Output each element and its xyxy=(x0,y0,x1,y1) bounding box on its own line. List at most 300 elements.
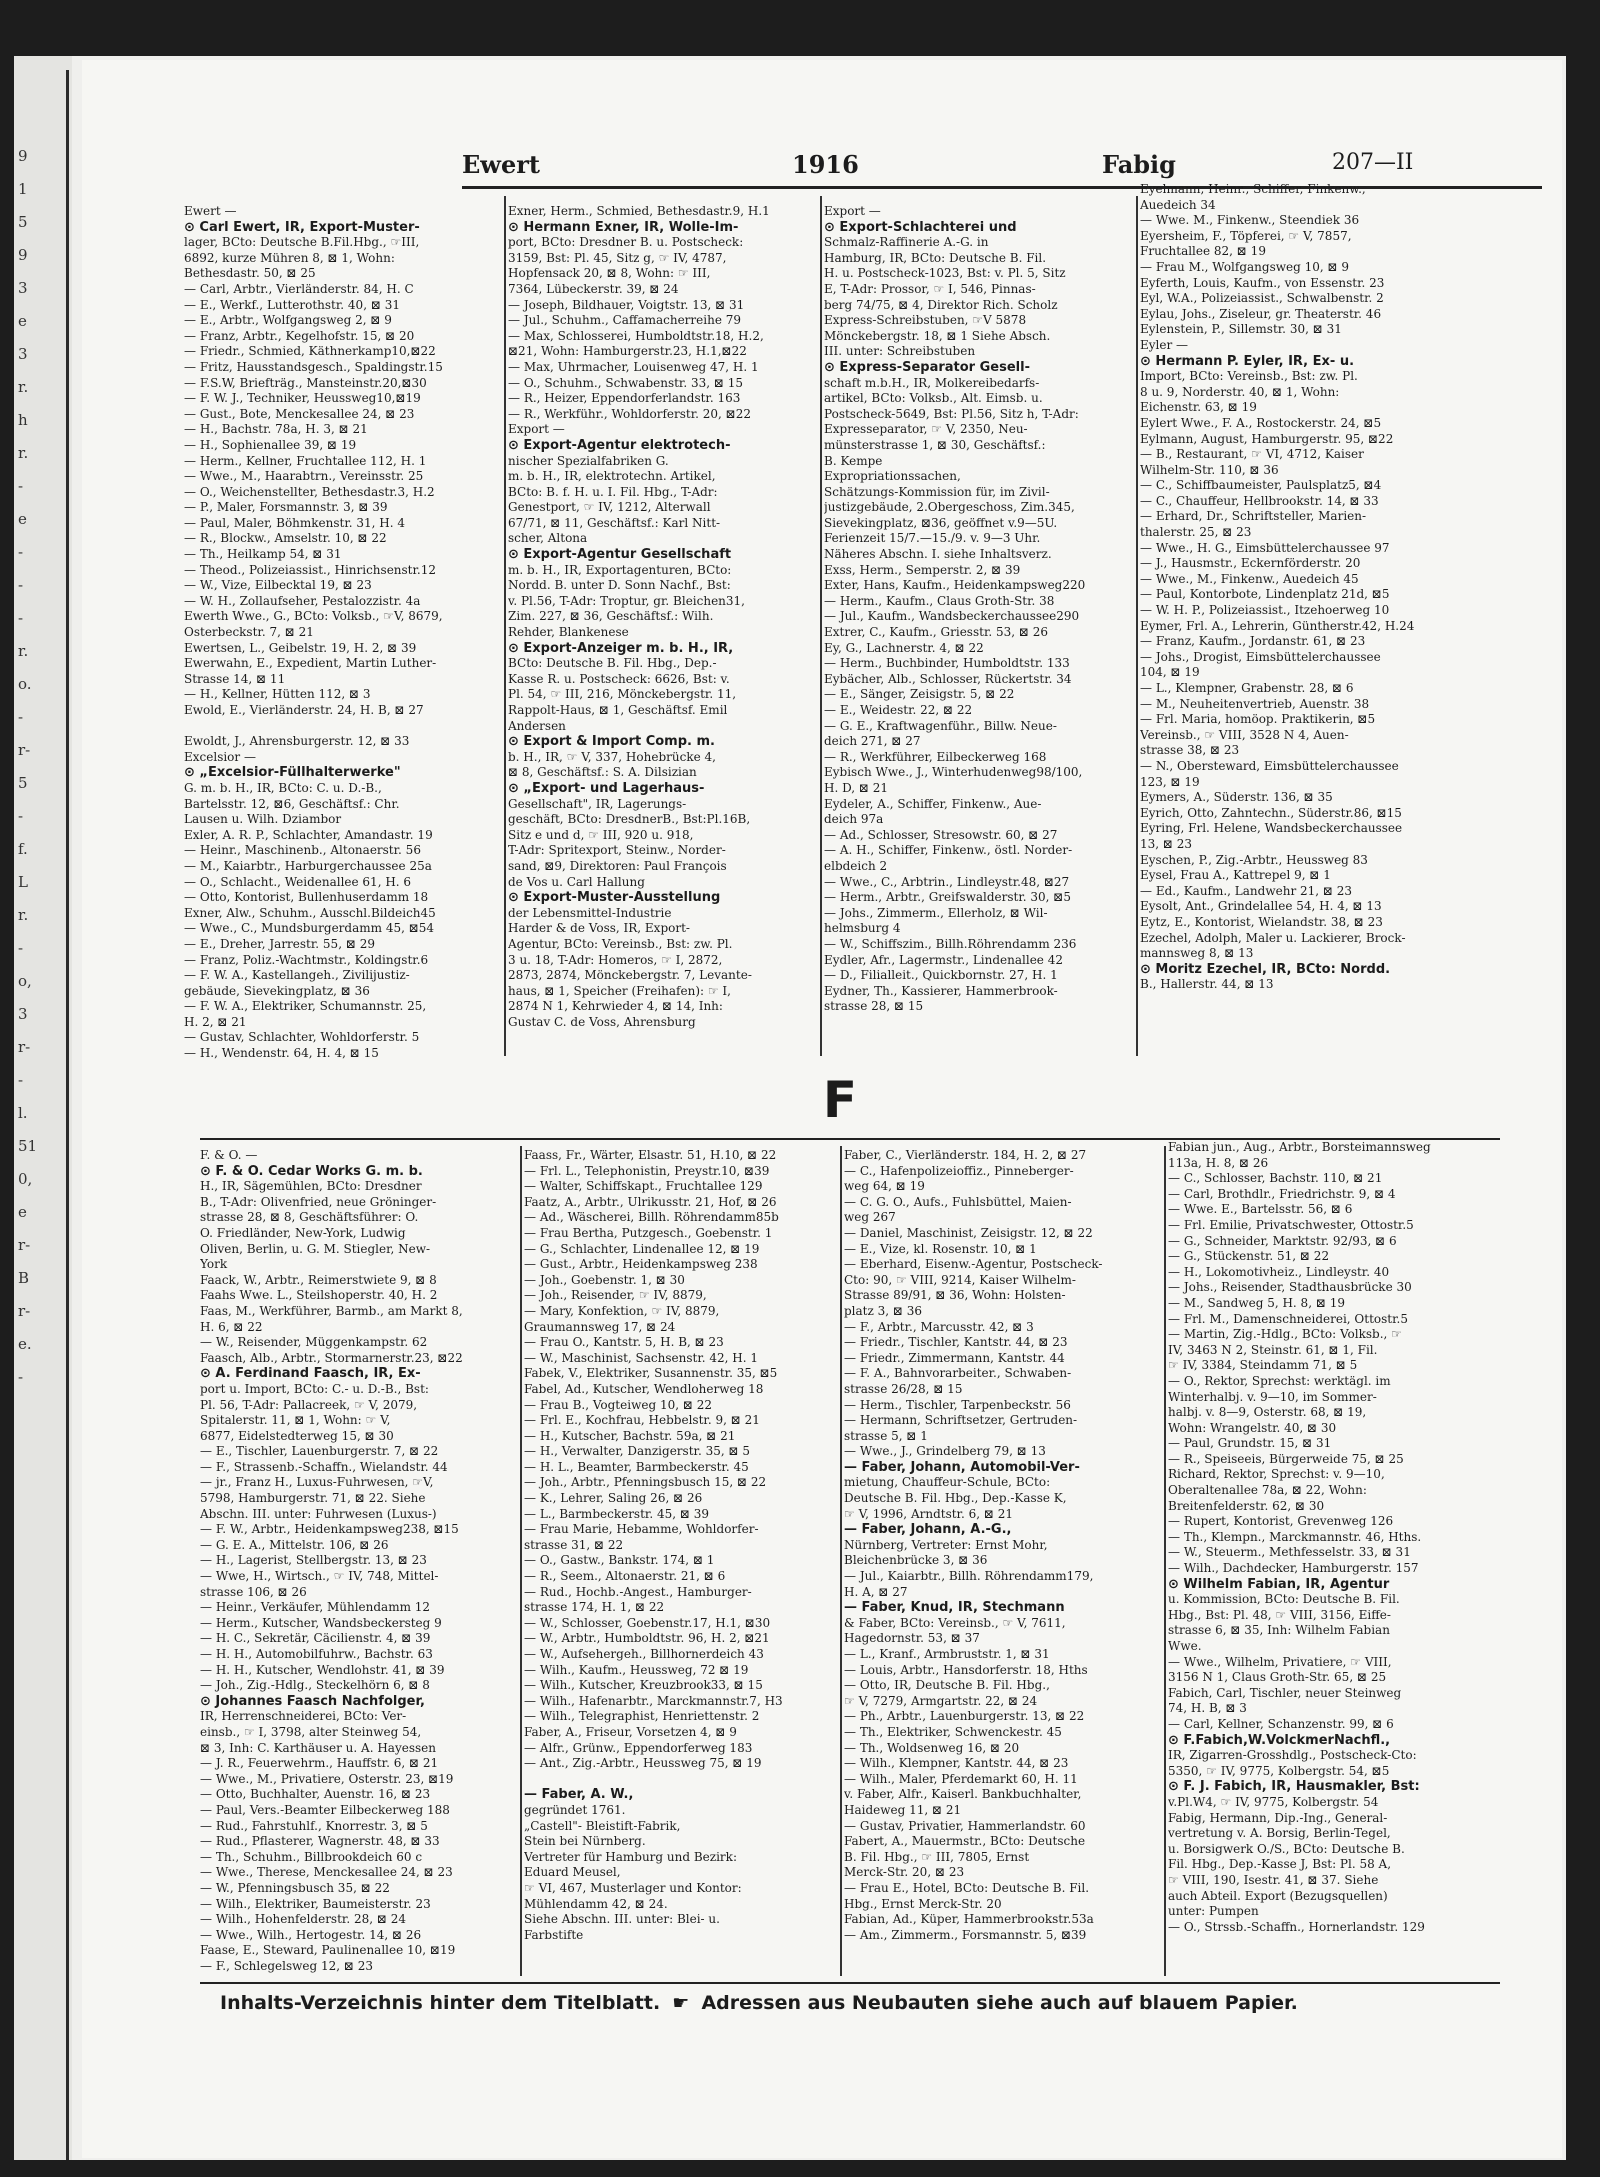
adjacent-page-fragment: 3 xyxy=(18,1005,28,1023)
page-gutter-line xyxy=(66,70,69,2160)
directory-line: Ewertsen, L., Geibelstr. 19, H. 2, ⊠ 39 xyxy=(184,640,417,655)
directory-line: — Gustav, Privatier, Hammerlandstr. 60 xyxy=(844,1818,1086,1833)
directory-line: Eyrich, Otto, Zahntechn., Süderstr.86, ⊠15 xyxy=(1140,805,1402,820)
directory-line: — Rud., Fahrstuhlf., Knorrestr. 3, ⊠ 5 xyxy=(200,1818,428,1833)
directory-line: — Johs., Drogist, Eimsbüttelerchaussee xyxy=(1140,649,1381,664)
top-column-2 xyxy=(508,204,818,1064)
directory-line: ⊙ Express-Separator Gesell- xyxy=(824,359,1030,375)
directory-line: — Joh., Zig.-Hdlg., Steckelhörn 6, ⊠ 8 xyxy=(200,1678,430,1693)
directory-line: Cto: 90, ☞ VIII, 9214, Kaiser Wilhelm- xyxy=(844,1272,1076,1287)
directory-line: — Martin, Zig.-Hdlg., BCto: Volksb., ☞ xyxy=(1168,1327,1402,1342)
directory-line: Eylmann, August, Hamburgerstr. 95, ⊠22 xyxy=(1140,431,1394,446)
directory-line: — Ph., Arbtr., Lauenburgerstr. 13, ⊠ 22 xyxy=(844,1709,1085,1724)
directory-line: Strasse 14, ⊠ 11 xyxy=(184,671,286,686)
scanner-frame-top xyxy=(0,0,1600,56)
adjacent-page-fragment: - xyxy=(18,1368,24,1386)
directory-line: ⊠ 3, Inh: C. Karthäuser u. A. Hayessen xyxy=(200,1740,436,1755)
bottom-column-4 xyxy=(1168,1140,1486,1980)
directory-line: — Daniel, Maschinist, Zeisigstr. 12, ⊠ 22 xyxy=(844,1225,1093,1240)
directory-line: — H., Kutscher, Bachstr. 59a, ⊠ 21 xyxy=(524,1428,736,1443)
directory-line: — L., Barmbeckerstr. 45, ⊠ 39 xyxy=(524,1506,709,1521)
directory-line: Exter, Hans, Kaufm., Heidenkampsweg220 xyxy=(824,578,1086,593)
directory-line: — Walter, Schiffskapt., Fruchtallee 129 xyxy=(524,1179,763,1194)
directory-line: — M., Neuheitenvertrieb, Auenstr. 38 xyxy=(1140,696,1370,711)
adjacent-page-fragment: 9 xyxy=(18,246,28,264)
directory-line: Andersen xyxy=(508,718,566,733)
directory-line: 6892, kurze Mühren 8, ⊠ 1, Wohn: xyxy=(184,250,395,265)
directory-line: weg 267 xyxy=(844,1210,896,1225)
directory-line: — Wwe, H., Wirtsch., ☞ IV, 748, Mittel- xyxy=(200,1569,439,1584)
directory-line: Rehder, Blankenese xyxy=(508,625,629,640)
directory-line: sand, ⊠9, Direktoren: Paul François xyxy=(508,858,727,873)
scanner-frame-right xyxy=(1566,0,1600,2177)
directory-line: Näheres Abschn. I. siehe Inhaltsverz. xyxy=(824,547,1052,562)
directory-line: — H., Lokomotivheiz., Lindleystr. 40 xyxy=(1168,1264,1390,1279)
directory-line: de Vos u. Carl Hallung xyxy=(508,874,645,889)
directory-line: Eylert Wwe., F. A., Rostockerstr. 24, ⊠5 xyxy=(1140,415,1382,430)
directory-line xyxy=(524,1772,838,1788)
directory-line: — Theod., Polizeiassist., Hinrichsenstr.12 xyxy=(184,562,437,577)
directory-line: — Mary, Konfektion, ☞ IV, 8879, xyxy=(524,1303,720,1318)
directory-line: — F., Arbtr., Marcusstr. 42, ⊠ 3 xyxy=(844,1319,1034,1334)
directory-line: — Frau Marie, Hebamme, Wohldorfer- xyxy=(524,1522,759,1537)
directory-line: ⊙ F. & O. Cedar Works G. m. b. xyxy=(200,1163,423,1179)
directory-line: — E., Sänger, Zeisigstr. 5, ⊠ 22 xyxy=(824,687,1015,702)
directory-line: Ewold, E., Vierländerstr. 24, H. B, ⊠ 27 xyxy=(184,703,424,717)
directory-line: — F., Schlegelsweg 12, ⊠ 23 xyxy=(200,1958,374,1973)
directory-line: v. Pl.56, T-Adr: Troptur, gr. Bleichen31, xyxy=(508,593,745,608)
directory-line: Eytz, E., Kontorist, Wielandstr. 38, ⊠ 23 xyxy=(1140,914,1383,929)
directory-line: artikel, BCto: Volksb., Alt. Eimsb. u. xyxy=(824,391,1043,406)
directory-line: — H. H., Automobilfuhrw., Bachstr. 63 xyxy=(200,1647,433,1661)
directory-line: — Joh., Reisender, ☞ IV, 8879, xyxy=(524,1288,707,1303)
directory-line: — Louis, Arbtr., Hansdorferstr. 18, Hths xyxy=(844,1662,1088,1677)
directory-line: — C., Schlosser, Bachstr. 110, ⊠ 21 xyxy=(1168,1171,1383,1186)
directory-line: Siehe Abschn. III. unter: Blei- u. xyxy=(524,1912,720,1927)
directory-line: Export — xyxy=(508,422,565,437)
directory-line: — Th., Schuhm., Billbrookdeich 60 c xyxy=(200,1849,423,1864)
directory-line: Faase, E., Steward, Paulinenallee 10, ⊠19 xyxy=(200,1943,456,1958)
directory-line: — O., Strssb.-Schaffn., Hornerlandstr. 129 xyxy=(1168,1919,1425,1934)
scanner-frame-left xyxy=(0,0,14,2177)
directory-line: — Alfr., Grünw., Eppendorferweg 183 xyxy=(524,1740,753,1755)
directory-line: Wohn: Wrangelstr. 40, ⊠ 30 xyxy=(1168,1420,1337,1435)
directory-line: — Herm., Kellner, Fruchtallee 112, H. 1 xyxy=(184,453,427,468)
directory-line: — Gust., Arbtr., Heidenkampsweg 238 xyxy=(524,1257,758,1272)
directory-line: — Wilh., Maler, Pferdemarkt 60, H. 11 xyxy=(844,1771,1078,1786)
directory-line: — Frl. L., Telephonistin, Preystr.10, ⊠39 xyxy=(524,1163,770,1178)
directory-line: H. A, ⊠ 27 xyxy=(844,1584,908,1599)
directory-line: Ewoldt, J., Ahrensburgerstr. 12, ⊠ 33 xyxy=(184,734,410,749)
adjacent-page-fragment: f. xyxy=(18,840,28,858)
directory-line: m. b. H., IR, Exportagenturen, BCto: xyxy=(508,562,732,577)
page-header xyxy=(462,150,1542,180)
adjacent-page-fragment: r- xyxy=(18,1236,31,1254)
directory-line: — O., Gastw., Bankstr. 174, ⊠ 1 xyxy=(524,1553,715,1568)
directory-line: — Wwe., M., Finkenw., Auedeich 45 xyxy=(1140,571,1359,586)
directory-line: III. unter: Schreibstuben xyxy=(824,344,976,359)
directory-line: — G., Schlachter, Lindenallee 12, ⊠ 19 xyxy=(524,1241,760,1256)
directory-line: — Franz, Arbtr., Kegelhofstr. 15, ⊠ 20 xyxy=(184,328,415,343)
directory-line: — Johs., Zimmerm., Ellerholz, ⊠ Wil- xyxy=(824,905,1048,920)
directory-line: — Frau O., Kantstr. 5, H. B, ⊠ 23 xyxy=(524,1335,724,1350)
directory-line: 104, ⊠ 19 xyxy=(1140,665,1200,680)
directory-line: — Paul, Kontorbote, Lindenplatz 21d, ⊠5 xyxy=(1140,587,1390,602)
directory-line: Export — xyxy=(824,204,881,218)
directory-line: ⊙ Hermann Exner, IR, Wolle-Im- xyxy=(508,219,739,235)
directory-line: — Wilh., Dachdecker, Hamburgerstr. 157 xyxy=(1168,1561,1419,1576)
directory-line: Mönckebergstr. 18, ⊠ 1 Siehe Absch. xyxy=(824,328,1051,343)
directory-line: Vereinsb., ☞ VIII, 3528 N 4, Auen- xyxy=(1140,727,1349,742)
directory-line: ⊙ Export-Anzeiger m. b. H., IR, xyxy=(508,640,734,656)
directory-line: Express-Schreibstuben, ☞V 5878 xyxy=(824,313,1027,328)
adjacent-page-fragment: 5 xyxy=(18,774,28,792)
directory-line: weg 64, ⊠ 19 xyxy=(844,1179,925,1194)
directory-line: Merck-Str. 20, ⊠ 23 xyxy=(844,1865,965,1880)
directory-line: ⊙ A. Ferdinand Faasch, IR, Ex- xyxy=(200,1366,421,1382)
directory-line: — F.S.W, Briefträg., Mansteinstr.20,⊠30 xyxy=(184,375,427,390)
directory-line: Faas, M., Werkführer, Barmb., am Markt 8, xyxy=(200,1303,463,1318)
directory-line: — Herm., Tischler, Tarpenbeckstr. 56 xyxy=(844,1397,1071,1412)
directory-line: — Wilh., Hohenfelderstr. 28, ⊠ 24 xyxy=(200,1912,406,1927)
directory-line: — Friedr., Zimmermann, Kantstr. 44 xyxy=(844,1350,1065,1365)
directory-line: Bleichenbrücke 3, ⊠ 36 xyxy=(844,1553,988,1568)
adjacent-page-fragment: - xyxy=(18,708,24,726)
adjacent-page-fragment: 1 xyxy=(18,180,28,198)
directory-line: strasse 6, ⊠ 35, Inh: Wilhelm Fabian xyxy=(1168,1623,1390,1638)
directory-line: Eysel, Frau A., Kattrepel 9, ⊠ 1 xyxy=(1140,868,1331,883)
directory-line: — F. W., Arbtr., Heidenkampsweg238, ⊠15 xyxy=(200,1522,459,1537)
directory-line: Kasse R. u. Postscheck: 6626, Bst: v. xyxy=(508,671,730,686)
directory-line: halbj. v. 8—9, Osterstr. 68, ⊠ 19, xyxy=(1168,1405,1367,1420)
directory-line: — Wwe., H. G., Eimsbüttelerchaussee 97 xyxy=(1140,540,1390,555)
directory-line: ☞ IV, 3384, Steindamm 71, ⊠ 5 xyxy=(1168,1358,1358,1373)
directory-line: IR, Zigarren-Grosshdlg., Postscheck-Cto: xyxy=(1168,1748,1417,1763)
directory-line: Graumannsweg 17, ⊠ 24 xyxy=(524,1319,676,1334)
directory-line: Expresseparator, ☞ V, 2350, Neu- xyxy=(824,422,1028,437)
directory-line: Oberaltenallee 78a, ⊠ 22, Wohn: xyxy=(1168,1483,1367,1498)
directory-line: Hagedornstr. 53, ⊠ 37 xyxy=(844,1631,980,1646)
directory-line: Exler, A. R. P., Schlachter, Amandastr. 19 xyxy=(184,827,433,842)
directory-line: Eyschen, P., Zig.-Arbtr., Heussweg 83 xyxy=(1140,852,1368,867)
directory-line: — Joh., Goebenstr. 1, ⊠ 30 xyxy=(524,1272,685,1287)
directory-line: Eylenstein, P., Sillemstr. 30, ⊠ 31 xyxy=(1140,322,1342,337)
directory-line: Genestport, ☞ IV, 1212, Alterwall xyxy=(508,500,711,515)
directory-line: — F. A., Bahnvorarbeiter., Schwaben- xyxy=(844,1366,1072,1381)
directory-line: ⊙ Wilhelm Fabian, IR, Agentur xyxy=(1168,1576,1390,1592)
directory-line: — L., Kranf., Armbruststr. 1, ⊠ 31 xyxy=(844,1647,1050,1661)
directory-line: — H., Sophienallee 39, ⊠ 19 xyxy=(184,437,357,452)
directory-line: Ewerwahn, E., Expedient, Martin Luther- xyxy=(184,656,437,671)
directory-line: u. Kommission, BCto: Deutsche B. Fil. xyxy=(1168,1592,1400,1607)
directory-line: — W., Vize, Eilbecktal 19, ⊠ 23 xyxy=(184,578,372,593)
directory-line: — Frl. E., Kochfrau, Hebbelstr. 9, ⊠ 21 xyxy=(524,1413,760,1428)
directory-line: — Wwe., M., Haarabtrn., Vereinsstr. 25 xyxy=(184,469,424,484)
directory-line: — Max, Uhrmacher, Louisenweg 47, H. 1 xyxy=(508,359,759,374)
adjacent-page-fragment: - xyxy=(18,609,24,627)
directory-line: „Castell"- Bleistift-Fabrik, xyxy=(524,1818,681,1833)
directory-line: — Wwe. E., Bartelsstr. 56, ⊠ 6 xyxy=(1168,1202,1353,1217)
directory-line: port u. Import, BCto: C.- u. D.-B., Bst: xyxy=(200,1381,429,1396)
directory-line xyxy=(184,719,502,735)
directory-line: ⊙ F.Fabich,W.VolckmerNachfl., xyxy=(1168,1732,1391,1748)
directory-line: — C., Schiffbaumeister, Paulsplatz5, ⊠4 xyxy=(1140,478,1382,493)
directory-line: Eyring, Frl. Helene, Wandsbeckerchaussee xyxy=(1140,821,1403,836)
directory-line: strasse 38, ⊠ 23 xyxy=(1140,743,1240,758)
directory-line: strasse 5, ⊠ 1 xyxy=(844,1428,928,1443)
directory-line: ⊙ Export-Agentur Gesellschaft xyxy=(508,547,732,563)
directory-line: — A. H., Schiffer, Finkenw., östl. Norder- xyxy=(824,843,1073,858)
directory-line: — Am., Zimmerm., Forsmannstr. 5, ⊠39 xyxy=(844,1927,1087,1942)
directory-line: Mühlendamm 42, ⊠ 24. xyxy=(524,1896,668,1911)
directory-line: deich 271, ⊠ 27 xyxy=(824,734,921,749)
directory-line: — E., Vize, kl. Rosenstr. 10, ⊠ 1 xyxy=(844,1241,1037,1256)
directory-line: — E., Werkf., Lutterothstr. 40, ⊠ 31 xyxy=(184,297,400,312)
directory-line: — G. E., Kraftwagenführ., Billw. Neue- xyxy=(824,718,1057,733)
directory-line: Ewert — xyxy=(184,204,237,218)
directory-line: — Th., Elektriker, Schwenckestr. 45 xyxy=(844,1724,1062,1739)
directory-line: Fabich, Carl, Tischler, neuer Steinweg xyxy=(1168,1685,1402,1700)
adjacent-page-fragment: r. xyxy=(18,642,29,660)
directory-line: — W., Schlosser, Goebenstr.17, H.1, ⊠30 xyxy=(524,1615,771,1630)
directory-line: — H., Kellner, Hütten 112, ⊠ 3 xyxy=(184,687,371,702)
directory-line: — Ant., Zig.-Arbtr., Heussweg 75, ⊠ 19 xyxy=(524,1756,762,1771)
directory-line: — Herm., Arbtr., Greifswalderstr. 30, ⊠5 xyxy=(824,890,1071,905)
directory-line: Fabig, Hermann, Dip.-Ing., General- xyxy=(1168,1810,1388,1825)
directory-line: Eduard Meusel, xyxy=(524,1865,621,1880)
directory-line: — E., Tischler, Lauenburgerstr. 7, ⊠ 22 xyxy=(200,1444,439,1459)
directory-line: — Ed., Kaufm., Landwehr 21, ⊠ 23 xyxy=(1140,883,1353,898)
directory-line: — Otto, IR, Deutsche B. Fil. Hbg., xyxy=(844,1678,1050,1693)
directory-line: — Paul, Grundstr. 15, ⊠ 31 xyxy=(1168,1436,1332,1451)
adjacent-page-fragment: r- xyxy=(18,1038,31,1056)
directory-line: port, BCto: Dresdner B. u. Postscheck: xyxy=(508,235,744,250)
directory-line: — Otto, Kontorist, Bullenhuserdamm 18 xyxy=(184,890,429,905)
directory-line: Pl. 56, T-Adr: Pallacreek, ☞ V, 2079, xyxy=(200,1397,418,1412)
directory-line: Eysolt, Ant., Grindelallee 54, H. 4, ⊠ 13 xyxy=(1140,899,1382,914)
directory-line: — Jul., Kaiarbtr., Billh. Röhrendamm179, xyxy=(844,1569,1094,1584)
directory-line: Faatz, A., Arbtr., Ulrikusstr. 21, Hof, ⊠ 26 xyxy=(524,1194,777,1209)
directory-line: Farbstifte xyxy=(524,1927,584,1942)
directory-line: — Wilh., Hafenarbtr., Marckmannstr.7, H3 xyxy=(524,1693,783,1708)
directory-line: Eyersheim, F., Töpferei, ☞ V, 7857, xyxy=(1140,228,1352,243)
directory-line: — Ad., Wäscherei, Billh. Röhrendamm85b xyxy=(524,1210,779,1225)
directory-line: H. D, ⊠ 21 xyxy=(824,780,889,795)
directory-line: Eydler, Afr., Lagermstr., Lindenallee 42 xyxy=(824,952,1063,967)
directory-line: Hbg., Ernst Merck-Str. 20 xyxy=(844,1896,1002,1911)
directory-line: — Wwe. M., Finkenw., Steendiek 36 xyxy=(1140,213,1360,228)
directory-line: Rappolt-Haus, ⊠ 1, Geschäftsf. Emil xyxy=(508,703,728,717)
directory-line: — W., Maschinist, Sachsenstr. 42, H. 1 xyxy=(524,1350,759,1365)
directory-line: & Faber, BCto: Vereinsb., ☞ V, 7611, xyxy=(844,1615,1066,1630)
directory-line: — Wwe., C., Mundsburgerdamm 45, ⊠54 xyxy=(184,921,435,936)
pointing-hand-icon: ☛ xyxy=(672,1992,690,2014)
column-divider xyxy=(520,1146,522,1976)
directory-line: 5350, ☞ IV, 9775, Kolbergstr. 54, ⊠5 xyxy=(1168,1763,1390,1778)
directory-line: Faasch, Alb., Arbtr., Stormarnerstr.23, ⊠22 xyxy=(200,1350,463,1365)
directory-line: — Frl. M., Damenschneiderei, Ottostr.5 xyxy=(1168,1311,1408,1326)
directory-line: Gesellschaft", IR, Lagerungs- xyxy=(508,796,687,811)
directory-line: Eydeler, A., Schiffer, Finkenw., Aue- xyxy=(824,796,1042,811)
directory-line: strasse 31, ⊠ 22 xyxy=(524,1537,624,1552)
directory-line: H., IR, Sägemühlen, BCto: Dresdner xyxy=(200,1179,422,1194)
directory-line: platz 3, ⊠ 36 xyxy=(844,1303,923,1318)
directory-line: — Rupert, Kontorist, Grevenweg 126 xyxy=(1168,1514,1394,1529)
directory-line: IV, 3463 N 2, Steinstr. 61, ⊠ 1, Fil. xyxy=(1168,1342,1378,1357)
directory-line: Exner, Alw., Schuhm., Ausschl.Bildeich45 xyxy=(184,905,436,920)
directory-line: — R., Heizer, Eppendorferlandstr. 163 xyxy=(508,391,741,406)
directory-line: Ey, G., Lachnerstr. 4, ⊠ 22 xyxy=(824,640,984,655)
directory-line: — Wwe., Wilh., Hertogestr. 14, ⊠ 26 xyxy=(200,1927,422,1942)
directory-line: — G., Schneider, Marktstr. 92/93, ⊠ 6 xyxy=(1168,1233,1397,1248)
directory-line: Bethesdastr. 50, ⊠ 25 xyxy=(184,266,316,281)
adjacent-page-fragment: - xyxy=(18,939,24,957)
directory-line: — H. H., Kutscher, Wendlohstr. 41, ⊠ 39 xyxy=(200,1662,445,1677)
directory-line: Deutsche B. Fil. Hbg., Dep.-Kasse K, xyxy=(844,1491,1067,1506)
directory-line: unter: Pumpen xyxy=(1168,1904,1259,1919)
directory-line: Pl. 54, ☞ III, 216, Mönckebergstr. 11, xyxy=(508,687,737,702)
directory-line: — M., Sandweg 5, H. 8, ⊠ 19 xyxy=(1168,1295,1345,1310)
directory-line: — Wwe., J., Grindelberg 79, ⊠ 13 xyxy=(844,1444,1046,1459)
bottom-column-1 xyxy=(200,1148,518,1978)
adjacent-page-fragment: r. xyxy=(18,444,29,462)
directory-line: — Frl. Emilie, Privatschwester, Ottostr.5 xyxy=(1168,1217,1414,1232)
directory-line: — Franz, Poliz.-Wachtmstr., Koldingstr.6 xyxy=(184,952,429,967)
directory-line: ⊙ Export-Agentur elektrotech- xyxy=(508,437,731,453)
directory-line: Faass, Fr., Wärter, Elsastr. 51, H.10, ⊠ 22 xyxy=(524,1148,777,1162)
directory-line: Eybisch Wwe., J., Winterhudenweg98/100, xyxy=(824,765,1083,780)
directory-line: Fabian, Ad., Küper, Hammerbrookstr.53a xyxy=(844,1912,1094,1927)
directory-line: Schmalz-Raffinerie A.-G. in xyxy=(824,235,989,250)
directory-line: Exss, Herm., Semperstr. 2, ⊠ 39 xyxy=(824,562,1021,577)
directory-line: Eyelmann, Heinr., Schiffer, Finkenw., xyxy=(1140,182,1366,196)
adjacent-page-fragment: r- xyxy=(18,741,31,759)
directory-line: B., Hallerstr. 44, ⊠ 13 xyxy=(1140,977,1274,992)
directory-line: deich 97a xyxy=(824,812,884,827)
directory-line: O. Friedländer, New-York, Ludwig xyxy=(200,1225,406,1240)
directory-line: H. 6, ⊠ 22 xyxy=(200,1319,263,1334)
adjacent-page-fragments xyxy=(18,140,58,1394)
directory-line: Breitenfelderstr. 62, ⊠ 30 xyxy=(1168,1498,1325,1513)
directory-line: — Gust., Bote, Menckesallee 24, ⊠ 23 xyxy=(184,406,415,421)
directory-line: ⊙ F. J. Fabich, IR, Hausmakler, Bst: xyxy=(1168,1779,1420,1795)
directory-line: — Faber, Johann, A.-G., xyxy=(844,1522,1012,1538)
column-divider xyxy=(840,1146,842,1976)
header-first-entry: Ewert xyxy=(462,150,540,179)
directory-line: mannsweg 8, ⊠ 13 xyxy=(1140,946,1254,961)
directory-line: — Frau E., Hotel, BCto: Deutsche B. Fil. xyxy=(844,1880,1090,1895)
directory-line: BCto: Deutsche B. Fil. Hbg., Dep.- xyxy=(508,656,717,671)
directory-line: ⊙ Moritz Ezechel, IR, BCto: Nordd. xyxy=(1140,961,1391,977)
directory-line: — R., Werkführ., Wohldorferstr. 20, ⊠22 xyxy=(508,406,751,421)
directory-line: B. Kempe xyxy=(824,453,883,468)
directory-line: — B., Restaurant, ☞ VI, 4712, Kaiser xyxy=(1140,447,1364,462)
directory-line: — R., Seem., Altonaerstr. 21, ⊠ 6 xyxy=(524,1569,726,1584)
adjacent-page-fragment: 5 xyxy=(18,213,28,231)
directory-line: G. m. b. H., IR, BCto: C. u. D.-B., xyxy=(184,780,382,795)
directory-line: — W., Arbtr., Humboldtstr. 96, H. 2, ⊠21 xyxy=(524,1631,770,1646)
directory-line: B., T-Adr: Olivenfried, neue Gröninger- xyxy=(200,1194,437,1209)
directory-line: — Friedr., Tischler, Kantstr. 44, ⊠ 23 xyxy=(844,1335,1068,1350)
directory-line: Zim. 227, ⊠ 36, Geschäftsf.: Wilh. xyxy=(508,609,714,624)
adjacent-page-fragment: 3 xyxy=(18,345,28,363)
directory-line: — G., Stückenstr. 51, ⊠ 22 xyxy=(1168,1249,1330,1264)
directory-line: — Th., Heilkamp 54, ⊠ 31 xyxy=(184,547,342,562)
directory-line: F. & O. — xyxy=(200,1148,258,1162)
directory-line: — W., Pfenningsbusch 35, ⊠ 22 xyxy=(200,1880,390,1895)
directory-line: — Friedr., Schmied, Käthnerkamp10,⊠22 xyxy=(184,344,436,359)
directory-line: — R., Speiseeis, Bürgerweide 75, ⊠ 25 xyxy=(1168,1451,1404,1466)
directory-line: auch Abteil. Export (Bezugsquellen) xyxy=(1168,1888,1388,1903)
directory-line: haus, ⊠ 1, Speicher (Freihafen): ☞ I, xyxy=(508,983,731,998)
directory-line: Eyler — xyxy=(1140,337,1189,352)
directory-line: H. 2, ⊠ 21 xyxy=(184,1014,247,1029)
directory-line: 3 u. 18, T-Adr: Homeros, ☞ I, 2872, xyxy=(508,952,723,967)
directory-line: Bartelsstr. 12, ⊠6, Geschäftsf.: Chr. xyxy=(184,796,400,811)
directory-line: — F., Strassenb.-Schaffn., Wielandstr. 44 xyxy=(200,1459,448,1474)
directory-line: — Wwe., Therese, Menckesallee 24, ⊠ 23 xyxy=(200,1865,453,1880)
adjacent-page-fragment: - xyxy=(18,1071,24,1089)
directory-line: — R., Blockw., Amselstr. 10, ⊠ 22 xyxy=(184,531,387,546)
directory-line: Auedeich 34 xyxy=(1140,197,1216,212)
directory-line: — Faber, A. W., xyxy=(524,1787,634,1803)
directory-line: Extrer, C., Kaufm., Griesstr. 53, ⊠ 26 xyxy=(824,625,1049,640)
adjacent-page-fragment: B xyxy=(18,1269,30,1287)
directory-line: — Wwe., M., Privatiere, Osterstr. 23, ⊠19 xyxy=(200,1771,454,1786)
top-column-4 xyxy=(1140,182,1482,1042)
page-footer xyxy=(220,1990,1450,2016)
directory-line: ⊙ „Excelsior-Füllhalterwerke" xyxy=(184,765,401,781)
directory-line: ⊙ Export & Import Comp. m. xyxy=(508,734,715,750)
directory-line: — Wilh., Elektriker, Baumeisterstr. 23 xyxy=(200,1896,431,1911)
directory-line: ⊙ Hermann P. Eyler, IR, Ex- u. xyxy=(1140,353,1355,369)
directory-line: Faack, W., Arbtr., Reimerstwiete 9, ⊠ 8 xyxy=(200,1272,437,1287)
scanner-frame-bottom xyxy=(0,2160,1600,2177)
adjacent-page-fragment: 3 xyxy=(18,279,28,297)
directory-line: Harder & de Voss, IR, Export- xyxy=(508,921,690,936)
directory-line: strasse 28, ⊠ 15 xyxy=(824,999,924,1014)
directory-line: York xyxy=(200,1257,228,1272)
directory-line: — Frau B., Vogteiweg 10, ⊠ 22 xyxy=(524,1397,712,1412)
directory-line: — Herm., Kutscher, Wandsbeckersteg 9 xyxy=(200,1615,442,1630)
directory-line: berg 74/75, ⊠ 4, Direktor Rich. Scholz xyxy=(824,297,1058,312)
directory-line: — H. C., Sekretär, Cäcilienstr. 4, ⊠ 39 xyxy=(200,1631,431,1646)
directory-line: gegründet 1761. xyxy=(524,1802,626,1817)
directory-line: — jr., Franz H., Luxus-Fuhrwesen, ☞V, xyxy=(200,1475,434,1490)
directory-line: 113a, H. 8, ⊠ 26 xyxy=(1168,1155,1269,1170)
directory-line: gebäude, Sievekingplatz, ⊠ 36 xyxy=(184,983,370,998)
directory-line: 13, ⊠ 23 xyxy=(1140,836,1193,851)
directory-line: — Rud., Hochb.-Angest., Hamburger- xyxy=(524,1584,752,1599)
directory-line: Oliven, Berlin, u. G. M. Stiegler, New- xyxy=(200,1241,431,1256)
directory-line: Exner, Herm., Schmied, Bethesdastr.9, H.1 xyxy=(508,204,770,218)
directory-line: ⊠21, Wohn: Hamburgerstr.23, H.1,⊠22 xyxy=(508,344,747,359)
adjacent-page-fragment: e xyxy=(18,312,27,330)
directory-line: 2874 N 1, Kehrwieder 4, ⊠ 14, Inh: xyxy=(508,999,723,1014)
directory-line: Fil. Hbg., Dep.-Kasse J, Bst: Pl. 58 A, xyxy=(1168,1857,1392,1872)
directory-line: — C., Chauffeur, Hellbrookstr. 14, ⊠ 33 xyxy=(1140,493,1379,508)
directory-line: justizgebäude, 2.Obergeschoss, Zim.345, xyxy=(824,500,1075,515)
bottom-column-3 xyxy=(844,1148,1162,1978)
directory-line: Fabian jun., Aug., Arbtr., Borsteimannsweg xyxy=(1168,1140,1431,1154)
directory-line: Fabek, V., Elektriker, Susannenstr. 35, ⊠5 xyxy=(524,1366,778,1381)
directory-line: H. u. Postscheck-1023, Bst: v. Pl. 5, Sitz xyxy=(824,266,1066,281)
directory-line: — W., Reisender, Müggenkampstr. 62 xyxy=(200,1335,428,1350)
adjacent-page-fragment: - xyxy=(18,576,24,594)
directory-line: Expropriationssachen, xyxy=(824,469,961,484)
footer-new-buildings-note: Adressen aus Neubauten siehe auch auf blauem Papier. xyxy=(701,1992,1298,2014)
directory-line: Wilhelm-Str. 110, ⊠ 36 xyxy=(1140,462,1279,477)
